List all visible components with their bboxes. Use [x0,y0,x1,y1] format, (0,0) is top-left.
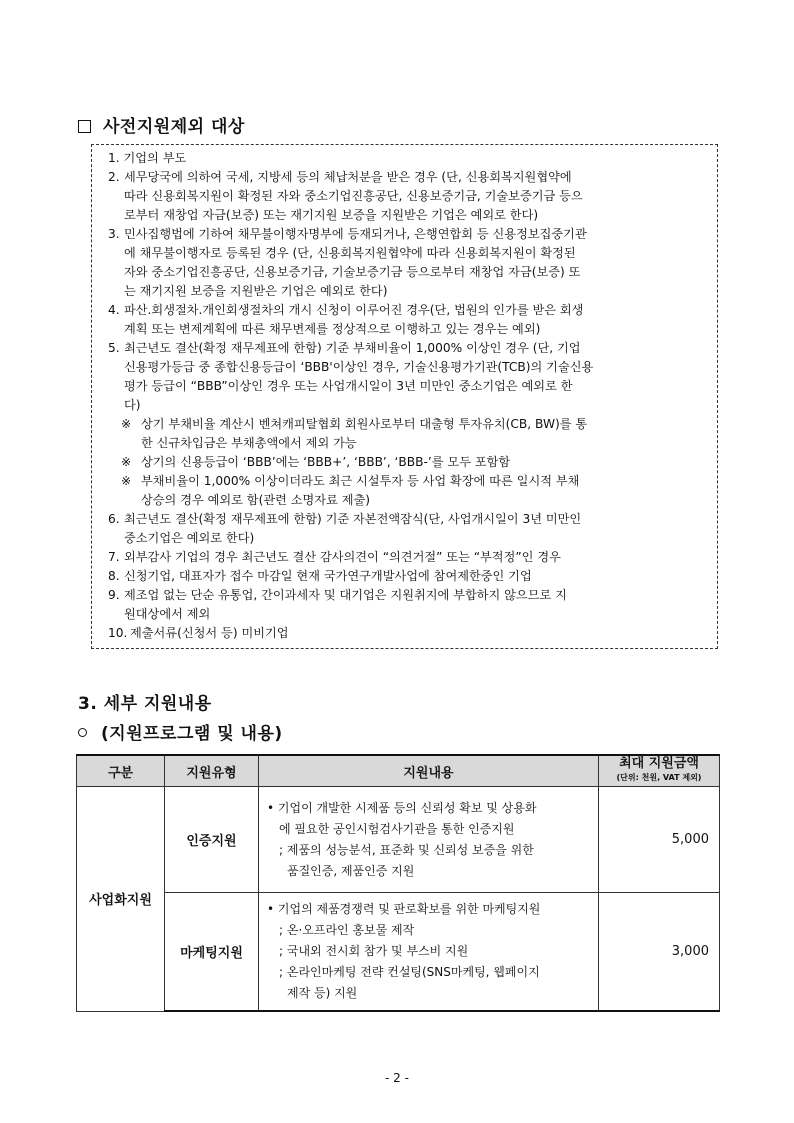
header-amount [599,755,720,787]
content-line: • 기업이 개발한 시제품 등의 신뢰성 확보 및 상용화 [267,800,537,815]
item-text-line: 한 신규차입금은 부채총액에서 제외 가능 [141,436,357,450]
item-text-line: 상기 부채비율 계산시 벤쳐캐피탈협회 회원사로부터 대출형 투자유치(CB, BW)를 통 [141,417,588,431]
item-text-line: 외부감사 기업의 경우 최근년도 결산 감사의견이 “의견거절” 또는 “부적정”인 경우 [124,550,561,564]
item-number: 1. [108,151,120,165]
exclusion-note-1 [121,415,587,453]
exclusion-item-6 [108,510,581,548]
table-header-row [77,755,720,787]
item-text-line: 는 재기지원 보증을 지원받은 기업은 예외로 한다) [124,284,388,298]
table-row [77,787,720,893]
item-text-line: 상승의 경우 예외로 함(관련 소명자료 제출) [141,493,371,507]
exclusion-note-2 [121,453,510,472]
item-text-line: 제조업 없는 단순 유통업, 간이과세자 및 대기업은 지원취지에 부합하지 않으므로 지 [124,588,567,602]
item-text-line: 제출서류(신청서 등) 미비기업 [130,626,289,640]
category-cell: 사업화지원 [77,787,165,1012]
note-mark: ※ [121,474,132,488]
item-text-line: 세무당국에 의하여 국세, 지방세 등의 체납처분을 받은 경우 (단, 신용회복지원협약에 [124,170,572,184]
content-cell [259,893,599,1012]
exclusion-item-1 [108,149,186,168]
item-number: 4. [108,303,120,317]
exclusion-item-8 [108,567,532,586]
item-text-line: 신청기업, 대표자가 접수 마감일 현재 국가연구개발사업에 참여제한중인 기업 [124,569,532,583]
amount-cell: 3,000 [599,893,720,1012]
exclusion-list-box [91,144,718,649]
content-line: ; 온라인마케팅 전략 컨설팅(SNS마케팅, 웹페이지 [279,965,540,979]
header-type: 지원유형 [165,755,259,787]
item-number: 3. [108,227,120,241]
item-text-line: 상기의 신용등급이 ‘BBB’에는 ‘BBB+’, ‘BBB’, ‘BBB-’를 모두 포함함 [141,455,511,469]
item-text-line: 신용평가등급 중 종합신용등급이 ‘BBB'이상인 경우, 기술신용평가기관(TCB)의 기술신용 [124,360,594,374]
item-text-line: 원대상에서 제외 [124,607,211,621]
item-text-line: 부채비율이 1,000% 이상이더라도 최근 시설투자 등 사업 확장에 따른 일시적 부채 [141,474,580,488]
subheading-text: (지원프로그램 및 내용) [101,724,283,744]
exclusion-item-3 [108,225,587,301]
support-program-table [76,754,720,1012]
section-3-subheading [78,719,283,744]
content-line: 품질인증, 제품인증 지원 [287,863,415,878]
content-cell [259,787,599,893]
item-number: 6. [108,512,120,526]
item-text-line: 자와 중소기업진흥공단, 신용보증기금, 기술보증기금 등으로부터 재창업 자금(보증) 또 [124,265,581,279]
content-line: 제작 등) 지원 [287,986,358,1000]
content-line: ; 제품의 성능분석, 표준화 및 신뢰성 보증을 위한 [279,842,534,857]
note-mark: ※ [121,417,132,431]
item-number: 7. [108,550,120,564]
item-text-line: 에 채무불이행자로 등록된 경우 (단, 신용회복지원협약에 따라 신용회복지원이 확정된 [124,246,576,260]
exclusion-note-3 [121,472,579,510]
type-cell: 인증지원 [165,787,259,893]
exclusion-item-10 [108,624,289,643]
item-text-line: 평가 등급이 “BBB”이상인 경우 또는 사업개시일이 3년 미만인 중소기업은 예외로 한 [124,379,573,393]
exclusion-item-9 [108,586,567,624]
page-number: - 2 - [385,1071,409,1085]
content-line: 에 필요한 공인시험검사기관을 통한 인증지원 [279,821,515,836]
note-mark: ※ [121,455,132,469]
item-text-line: 민사집행법에 기하여 채무불이행자명부에 등재되거나, 은행연합회 등 신용정보집중기관 [124,227,587,241]
item-text-line: 따라 신용회복지원이 확정된 자와 중소기업진흥공단, 신용보증기금, 기술보증기금 등으 [124,189,583,203]
item-text-line: 파산.회생절차.개인회생절차의 개시 신청이 이루어진 경우(단, 법원의 인가를 받은 회생 [124,303,584,317]
item-text-line: 최근년도 결산(확정 재무제표에 한함) 기준 자본전액잠식(단, 사업개시일이 3년 미만인 [124,512,582,526]
header-amount-label: 최대 지원금액 [619,756,699,771]
exclusion-heading-text: 사전지원제외 대상 [103,117,245,137]
item-text-line: 중소기업은 예외로 한다) [124,531,255,545]
item-number: 8. [108,569,120,583]
item-number: 5. [108,341,120,355]
item-text-line: 다) [124,398,141,412]
circle-bullet-icon [78,728,87,737]
header-content: 지원내용 [259,755,599,787]
checkbox-icon [78,120,91,133]
section-3-heading: 3. 세부 지원내용 [78,694,212,714]
exclusion-item-4 [108,301,583,339]
exclusion-item-7 [108,548,561,567]
content-line: • 기업의 제품경쟁력 및 판로확보를 위한 마케팅지원 [267,902,541,916]
amount-cell: 5,000 [599,787,720,893]
table-row [77,893,720,1012]
header-category: 구분 [77,755,165,787]
item-text-line: 최근년도 결산(확정 재무제표에 한함) 기준 부채비율이 1,000% 이상인 경우 (단, 기업 [124,341,581,355]
content-line: ; 온·오프라인 홍보물 제작 [279,923,415,937]
item-text-line: 계획 또는 변제계획에 따른 채무변제를 정상적으로 이행하고 있는 경우는 예외) [124,322,541,336]
item-text: 기업의 부도 [123,151,187,165]
item-text-line: 로부터 재창업 자금(보증) 또는 재기지원 보증을 지원받은 기업은 예외로 한다) [124,208,539,222]
item-number: 2. [108,170,120,184]
exclusion-heading [78,112,245,137]
item-number: 10. [108,626,128,640]
exclusion-item-5 [108,339,593,415]
exclusion-item-2 [108,168,583,225]
item-number: 9. [108,588,120,602]
type-cell: 마케팅지원 [165,893,259,1012]
header-amount-note: (단위: 천원, VAT 제외) [616,773,702,782]
content-line: ; 국내외 전시회 참가 및 부스비 지원 [279,944,469,958]
